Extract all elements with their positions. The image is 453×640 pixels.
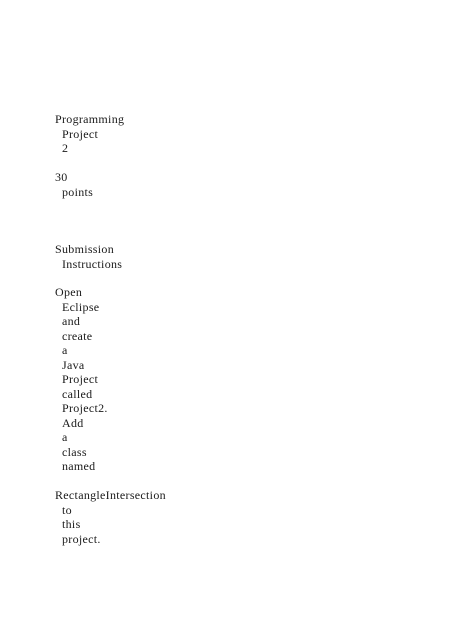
instructions-paragraph bbox=[55, 285, 108, 474]
body-line: Add bbox=[62, 415, 84, 430]
points-value bbox=[55, 170, 93, 199]
body-line: Open bbox=[55, 285, 83, 299]
class-name-paragraph bbox=[55, 488, 166, 546]
section-heading bbox=[55, 242, 122, 271]
body-line: named bbox=[62, 459, 96, 473]
class-line: this bbox=[62, 517, 81, 531]
heading-line: Instructions bbox=[62, 256, 123, 271]
class-line: RectangleIntersection bbox=[55, 488, 166, 502]
body-line: Project2. bbox=[62, 401, 108, 415]
title-line: Programming bbox=[55, 112, 125, 126]
title-line: Project bbox=[62, 126, 99, 141]
document-title bbox=[55, 112, 124, 156]
body-line: a bbox=[62, 430, 68, 444]
body-line: called bbox=[62, 386, 93, 401]
body-line: class bbox=[62, 444, 87, 459]
body-line: a bbox=[62, 343, 68, 357]
body-line: create bbox=[62, 328, 93, 343]
title-line: 2 bbox=[62, 141, 69, 155]
body-line: and bbox=[62, 314, 81, 328]
class-line: project. bbox=[62, 531, 101, 546]
body-line: Project bbox=[62, 372, 99, 386]
points-line: points bbox=[62, 184, 94, 199]
class-line: to bbox=[62, 502, 72, 517]
body-line: Eclipse bbox=[62, 299, 100, 314]
heading-line: Submission bbox=[55, 242, 115, 256]
body-line: Java bbox=[62, 357, 85, 372]
points-line: 30 bbox=[55, 170, 68, 184]
